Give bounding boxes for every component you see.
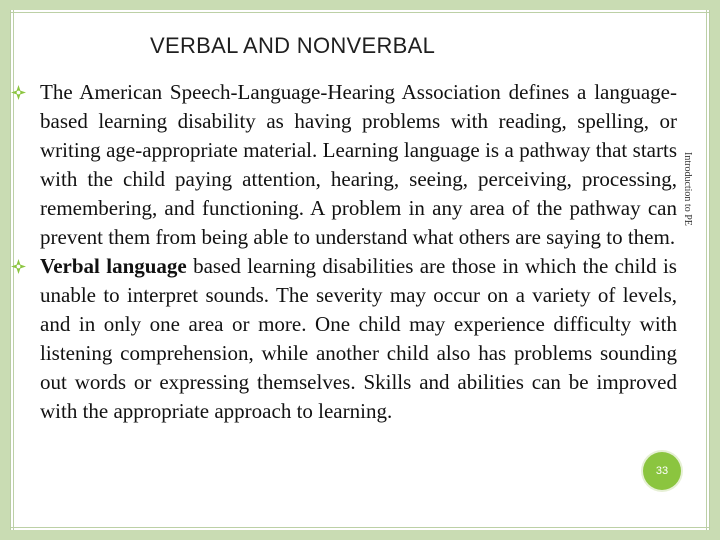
frame-line-right [706, 10, 707, 530]
slide-title: VERBAL AND NONVERBAL [150, 33, 436, 58]
frame-line-top [11, 12, 709, 13]
bullet-list [40, 78, 677, 426]
frame-line-bottom [11, 527, 709, 528]
four-point-star-bullet-icon [11, 85, 26, 100]
bullet-item-definition [40, 78, 677, 252]
bullet-bold-lead: Verbal language [40, 254, 187, 278]
page-number-badge: 33 [643, 452, 681, 490]
bullet-text: The American Speech-Language-Hearing Association defines a language-based learning disability as having problems with reading, spelling, or writing age-appropriate material. Learning language is a pathway that starts with the child paying attention, hearing, seeing, perceiving, processing, remembering, and functioning. A problem in any area of the pathway can prevent them from being able to understand what others are saying to them. [40, 80, 677, 249]
bullet-text: based learning disabilities are those in which the child is unable to interpret sounds. The severity may occur on a variety of levels, and in only one area or more. One child may experience difficulty with listening comprehension, while another child also has problems sounding out words or expressing themselves. Skills and abilities can be improved with the appropriate approach to learning. [40, 254, 677, 423]
bullet-item-verbal-language [40, 252, 677, 426]
four-point-star-bullet-icon [11, 259, 26, 274]
side-label: Introduction to PE [682, 152, 693, 226]
